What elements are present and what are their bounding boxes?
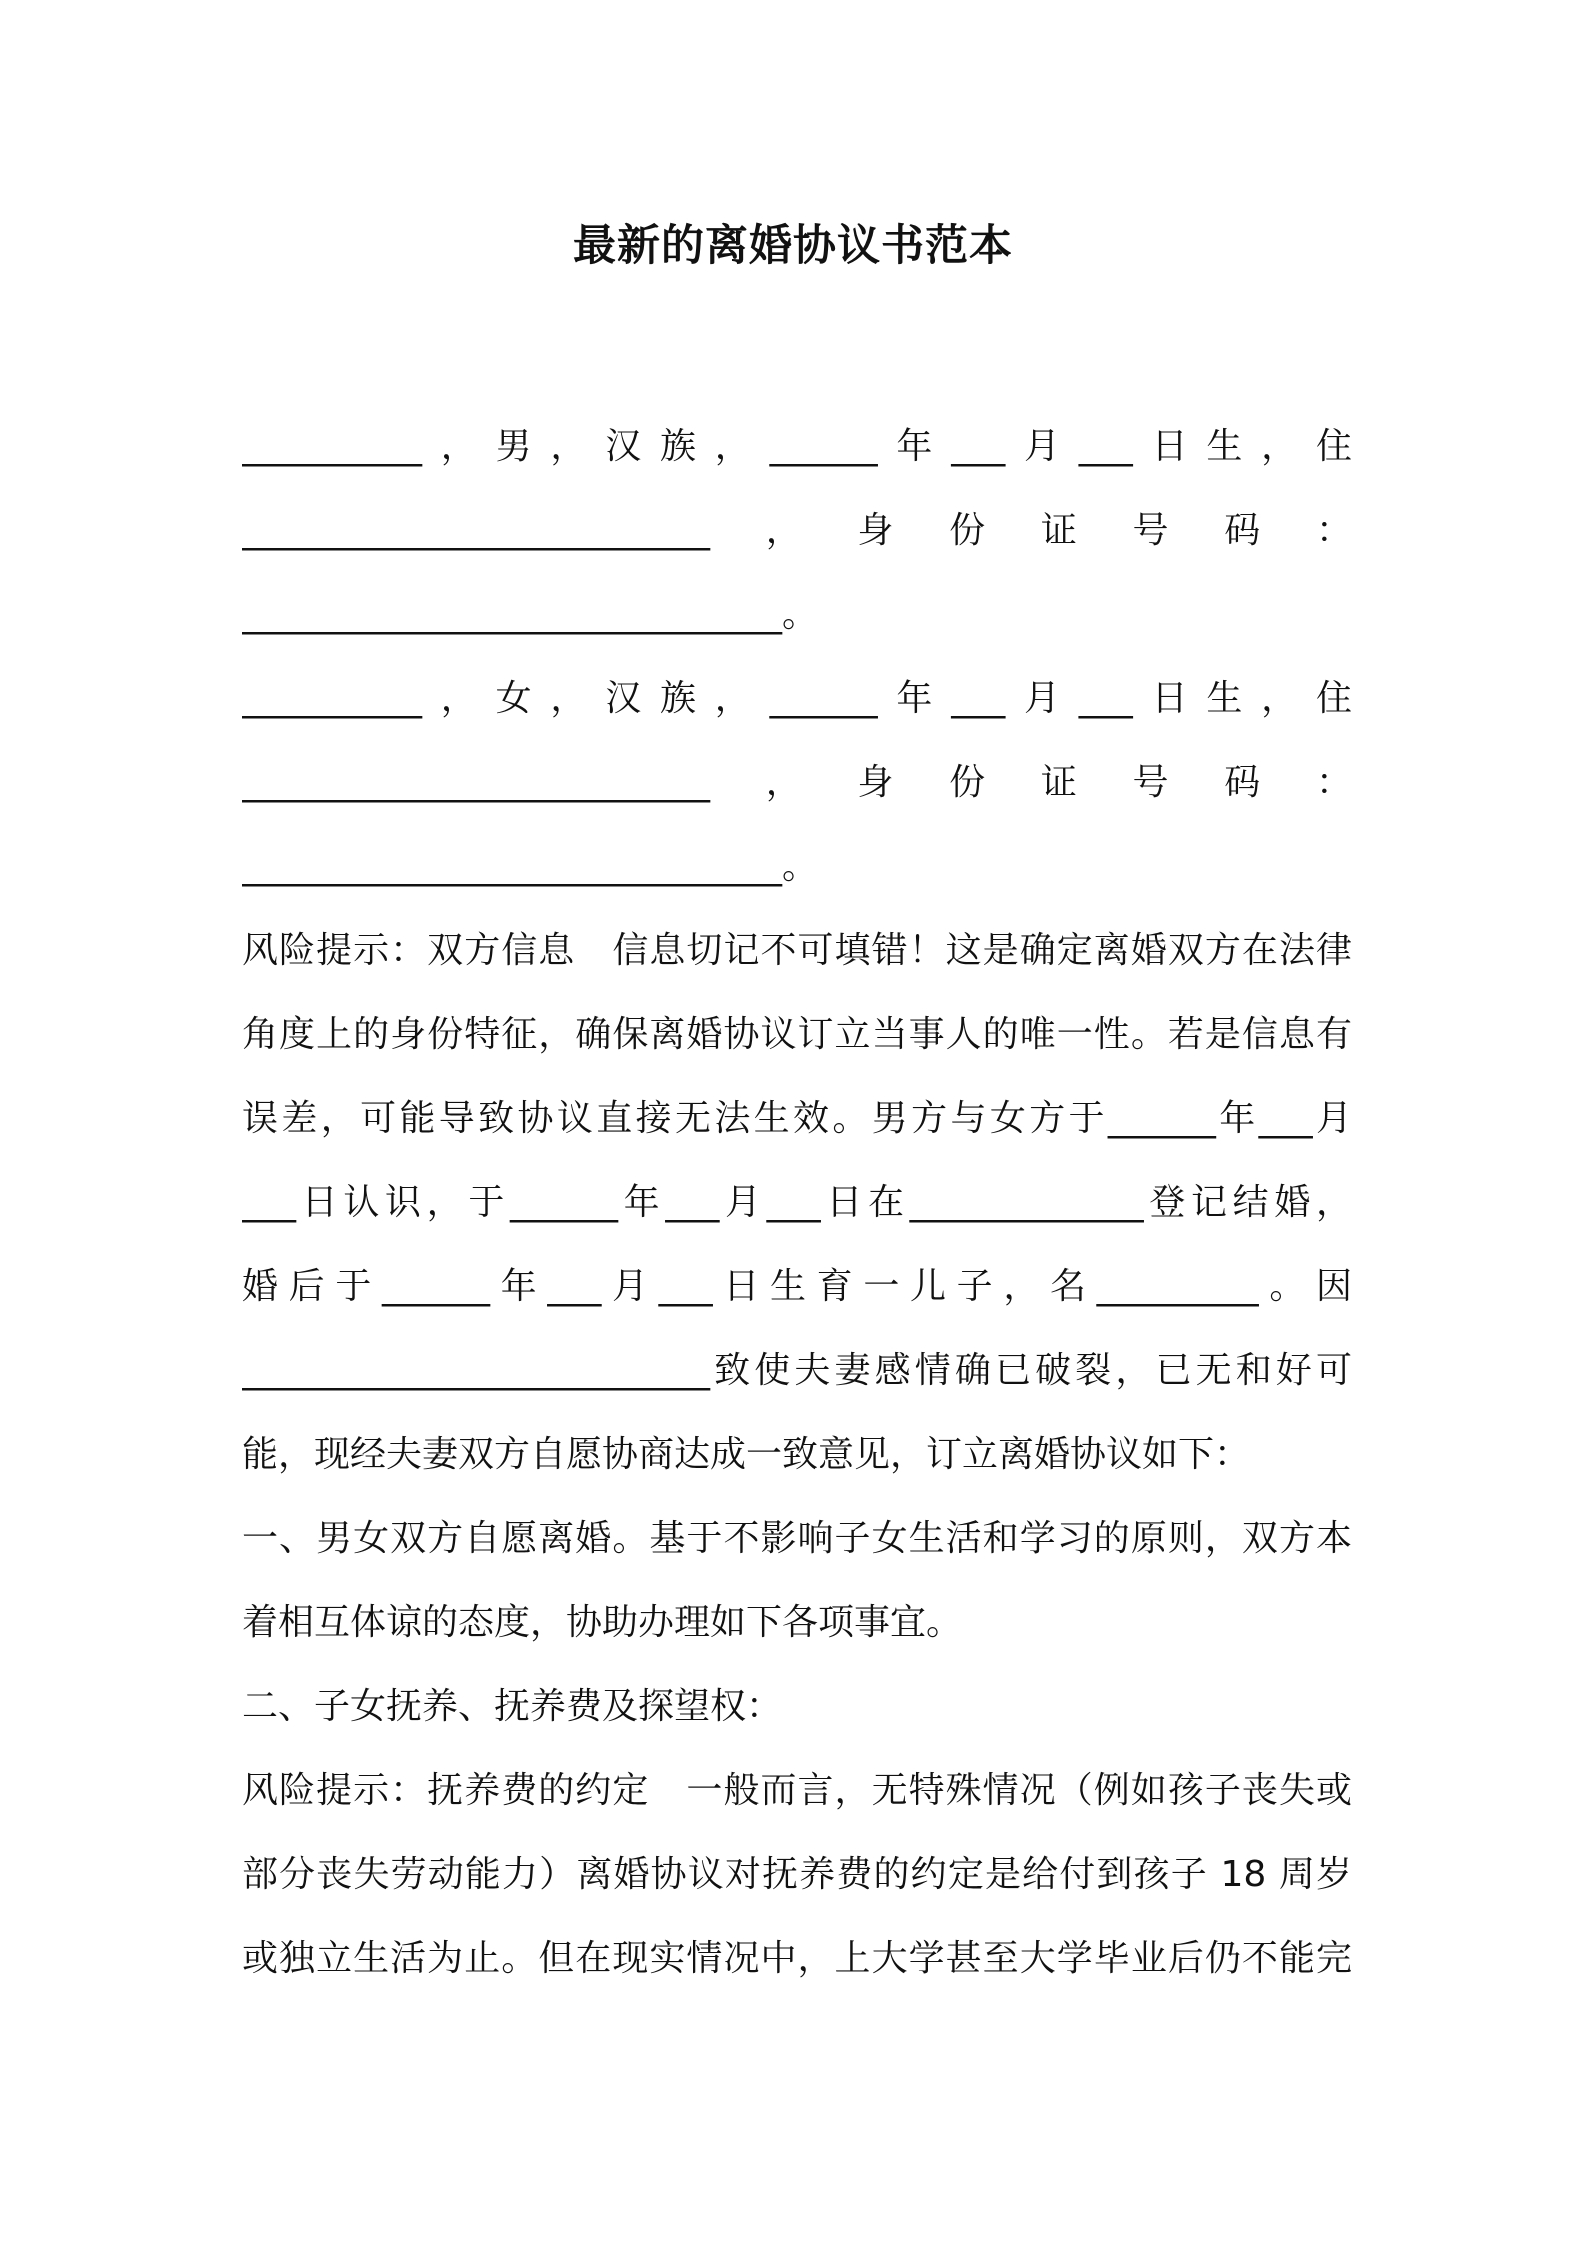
document-line: 风险提示：双方信息 信息切记不可填错！这是确定离婚双方在法律 xyxy=(242,930,1352,971)
document-line: 部分丧失劳动能力）离婚协议对抚养费的约定是给付到孩子 18 周岁 xyxy=(242,1854,1352,1895)
document-body xyxy=(242,405,1352,2001)
document-line: 二、子女抚养、抚养费及探望权： xyxy=(242,1686,783,1727)
document-line: ___日认识，于______年___月___日在_____________登记结婚， xyxy=(242,1182,1352,1223)
document-line: ______________________________。 xyxy=(242,846,818,887)
document-line: 婚后于______年___月___日生育一儿子，名_________。因 xyxy=(242,1266,1352,1307)
document-line: 风险提示：抚养费的约定 一般而言，无特殊情况（例如孩子丧失或 xyxy=(242,1770,1352,1811)
document-line: 着相互体谅的态度，协助办理如下各项事宜。 xyxy=(242,1602,963,1643)
document-line: 能，现经夫妻双方自愿协商达成一致意见，订立离婚协议如下： xyxy=(242,1434,1251,1475)
document-line: 角度上的身份特征，确保离婚协议订立当事人的唯一性。若是信息有 xyxy=(242,1014,1352,1055)
document-line: 一、男女双方自愿离婚。基于不影响子女生活和学习的原则，双方本 xyxy=(242,1518,1352,1559)
document-title: 最新的离婚协议书范本 xyxy=(573,221,1013,271)
document-line: __________________________，身份证号码： xyxy=(242,762,1352,803)
document-line: 误差，可能导致协议直接无法生效。男方与女方于______年___月 xyxy=(242,1098,1352,1139)
document-line: ______________________________。 xyxy=(242,594,818,635)
document-line: __________________________致使夫妻感情确已破裂，已无和好可 xyxy=(242,1350,1352,1391)
document-line: __________，女，汉族，______年___月___日生，住 xyxy=(242,678,1352,719)
document-line: 或独立生活为止。但在现实情况中，上大学甚至大学毕业后仍不能完 xyxy=(242,1938,1352,1979)
document-line: __________，男，汉族，______年___月___日生，住 xyxy=(242,426,1352,467)
document-line: __________________________，身份证号码： xyxy=(242,510,1352,551)
